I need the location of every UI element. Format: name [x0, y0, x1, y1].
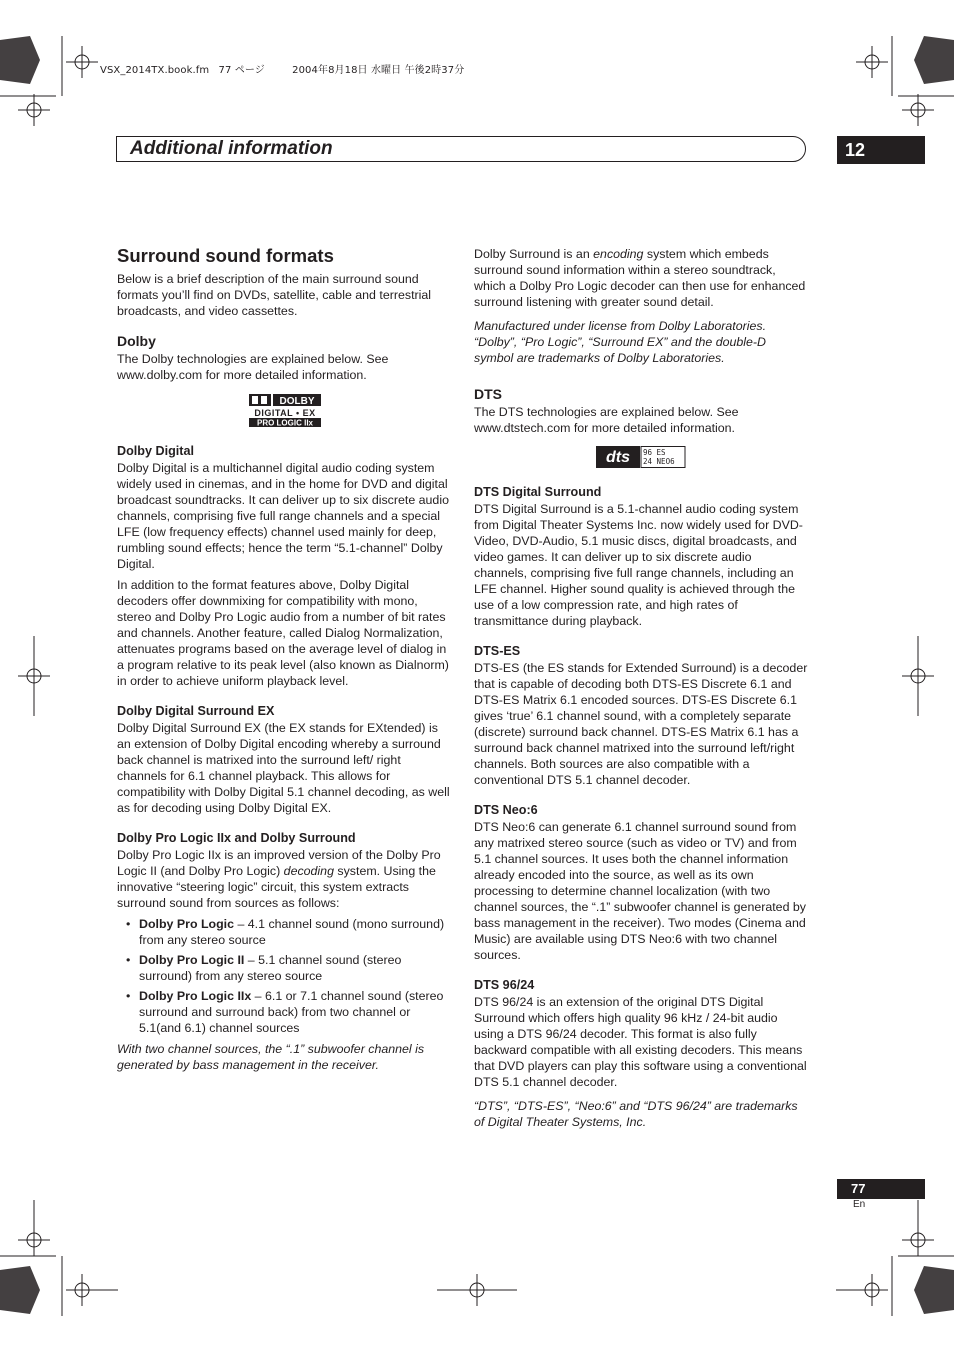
file-page-ref: 77 ページ: [218, 65, 265, 76]
list-item: [139, 916, 453, 948]
dts-96-24-p: DTS 96/24 is an extension of the original DTS Digital Surround which offers high quality 96 kHz / 24-bit audio using a DTS 96/24 decoder. This format is also fully backward compatible with all existing decoders. This means that DVD players can play this software using a conventional DTS 5.1 channel decoder.: [474, 995, 807, 1089]
list-item-term: Dolby Pro Logic II: [139, 953, 245, 967]
left-column: [117, 246, 453, 1078]
dolby-digital-ex-heading: Dolby Digital Surround EX: [117, 704, 275, 718]
page-language: En: [853, 1199, 866, 1210]
dts-es-heading: DTS-ES: [474, 644, 521, 658]
pro-logic-p: [117, 847, 453, 911]
list-item: [139, 952, 453, 984]
dts-logo-line2: 24 NEO6: [643, 457, 675, 466]
dts-intro: The DTS technologies are explained below. See www.dtstech.com for more detailed information.: [474, 405, 739, 435]
dolby-digital-p1: Dolby Digital is a multichannel digital audio coding system widely used in cinemas, and in the home for DVD and digital broadcast soundtracks. It can deliver up to six discrete audio channels, comprising five full range channels and a special LFE (low frequency effects) channel used mainly for deep, rumbling sound effects; hence the term “5.1-channel” Dolby Digital.: [117, 461, 449, 571]
dolby-logo-line2: DIGITAL • EX: [254, 408, 316, 418]
dts-es-p: DTS-ES (the ES stands for Extended Surround) is a decoder that is capable of decoding both DTS-ES Discrete 6.1 and DTS-ES Matrix 6.1 encoded sources. DTS-ES Discrete 6.1 gives ‘true’ 6.1 channel sound, with a completely separate (discrete) surround back channel. DTS-ES Matrix 6.1 has a surround back channel matrixed into the surround left/right channels. Both sources are also compatible with a conventional DTS 5.1 channel decoder.: [474, 661, 808, 787]
dts-heading: DTS: [474, 386, 502, 402]
dts-logo: [474, 446, 808, 472]
dts-digital-surround-p: DTS Digital Surround is a 5.1-channel audio coding system from Digital Theater Systems Inc. now widely used for DVD-Video, DVD-Audio, 5.1 music discs, digital broadcasts, and video games. It can deliver up to six discrete audio channels, comprising five full range channels, including an LFE channel. Higher sound quality is achieved through the use of a low compression rate, and high rates of transmittance during playback.: [474, 502, 803, 628]
file-timestamp: 2004年8月18日 水曜日 午後2時37分: [292, 65, 465, 76]
pro-logic-p-text1: Dolby Pro Logic IIx is an improved version of the Dolby Pro Logic II (and Dolby Pro Logic): [117, 848, 441, 878]
dolby-digital-p2: In addition to the format features above, Dolby Digital decoders offer downmixing for compatibility with mono, stereo and Dolby Pro Logic audio from a number of bit rates and channels. Another feature, called Dialog Normalization, attenuates programs based on the average level of dialog in a program relative to its peak level (also known as Dialnorm) in order to achieve uniform playback level.: [117, 578, 449, 688]
page-number: 77: [837, 1179, 925, 1199]
pro-logic-p-text2: system. Using the innovative “steering logic” circuit, this system extracts surround sound from sources as follows:: [117, 864, 436, 910]
dts-trademark-note: “DTS”, “DTS-ES”, “Neo:6” and “DTS 96/24” are trademarks of Digital Theater Systems, Inc.: [474, 1099, 798, 1129]
dolby-surround-p: [474, 246, 808, 310]
dolby-heading: Dolby: [117, 333, 156, 349]
dolby-logo-line1: DOLBY: [279, 396, 315, 407]
pro-logic-note: With two channel sources, the “.1” subwoofer channel is generated by bass management in the receiver.: [117, 1042, 425, 1072]
dolby-surround-em: encoding: [593, 247, 644, 261]
dts-neo6-heading: DTS Neo:6: [474, 803, 538, 817]
dolby-logo: [117, 393, 453, 431]
section-title: Surround sound formats: [117, 245, 334, 266]
list-item-desc: – 4.1 channel sound (mono surround) from any stereo source: [139, 917, 445, 947]
dolby-intro: The Dolby technologies are explained below. See www.dolby.com for more detailed information.: [117, 352, 389, 382]
file-name: VSX_2014TX.book.fm: [100, 65, 210, 76]
dolby-trademark-note: Manufactured under license from Dolby Laboratories. “Dolby”, “Pro Logic”, “Surround EX” and the double-D symbol are trademarks of Dolby Laboratories.: [474, 319, 767, 365]
list-item: [139, 988, 453, 1036]
list-item-term: Dolby Pro Logic: [139, 917, 234, 931]
dts-logo-line1: 96 ES: [643, 448, 666, 457]
list-item-desc: – 6.1 or 7.1 channel sound (stereo surround and surround back) from two channel or 5.1(and 6.1) channel sources: [139, 989, 444, 1035]
dts-96-24-heading: DTS 96/24: [474, 978, 535, 992]
chapter-number: 12: [837, 136, 925, 164]
dts-neo6-p: DTS Neo:6 can generate 6.1 channel surround sound from any matrixed stereo source (such as video or TV) and from 5.1 channel sources. It uses both the channel information already encoded into the source, as well as its own processing to determine channel localization (with two channel sources, the “.1” subwoofer channel is generated by bass management in the receiver). Two modes (Cinema and Music) are available using DTS Neo:6 with two channel sources.: [474, 820, 806, 962]
dolby-digital-heading: Dolby Digital: [117, 444, 194, 458]
list-item-term: Dolby Pro Logic IIx: [139, 989, 252, 1003]
dts-logo-icon: [596, 446, 686, 468]
pro-logic-list: [117, 916, 453, 1036]
dts-logo-brand: dts: [606, 449, 630, 466]
chapter-title: Additional information: [130, 138, 333, 159]
dolby-surround-text2: system which embeds surround sound information within a stereo soundtrack, which a Dolby Pro Logic decoder can then use for enhanced surround listening with greater sound detail.: [474, 247, 806, 309]
dolby-double-d-icon: [248, 393, 322, 427]
intro-paragraph: Below is a brief description of the main surround sound formats you’ll find on DVDs, satellite, cable and terrestrial broadcasts, and video cassettes.: [117, 272, 432, 318]
right-column: [474, 246, 808, 1135]
dolby-digital-ex-p: Dolby Digital Surround EX (the EX stands for EXtended) is an extension of Dolby Digital encoding whereby a surround back channel is matrixed into the surround left/ right channels for 6.1 channel playback. This allows for compatibility with Dolby Digital 5.1 channel decoding, as well as for decoding using Dolby Digital EX.: [117, 721, 450, 815]
pro-logic-p-em: decoding: [283, 864, 334, 878]
file-meta-line: [100, 61, 470, 76]
dts-digital-surround-heading: DTS Digital Surround: [474, 485, 602, 499]
list-item-desc: – 5.1 channel sound (stereo surround) from any stereo source: [139, 953, 402, 983]
dolby-surround-text1: Dolby Surround is an: [474, 247, 594, 261]
dolby-logo-line3: PRO LOGIC IIx: [256, 418, 314, 427]
pro-logic-heading: Dolby Pro Logic IIx and Dolby Surround: [117, 831, 356, 845]
